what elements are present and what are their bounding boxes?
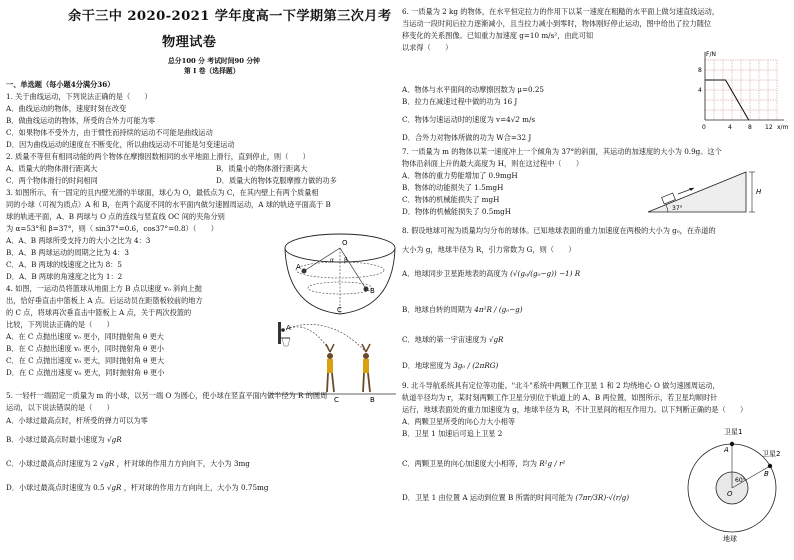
- q5-option-a: A．小球过最高点时，杆所受的弹力可以为零: [6, 416, 148, 425]
- q5-option-d-formula: √gR: [106, 483, 122, 492]
- q1-option-a: A．曲线运动的物体，速度时刻在改变: [6, 104, 127, 113]
- q6-option-c: [402, 116, 535, 123]
- label-alpha: α: [330, 257, 334, 264]
- q9-option-a: A．两颗卫星所受的向心力大小相等: [402, 417, 516, 426]
- q5-option-c: [6, 460, 250, 467]
- label-earth: 地球: [723, 535, 737, 543]
- graph-grid: [705, 60, 777, 120]
- graph-xtick-0: 0: [702, 124, 706, 131]
- q7-line-2: 物体沿斜面上升的最大高度为 H，则在这过程中（ ）: [402, 159, 584, 168]
- graph-xtick-4: 4: [728, 124, 732, 131]
- q8-option-d-text: D．地球密度为: [402, 361, 451, 370]
- q8-option-c-text: C．地球的第一宇宙速度为: [402, 335, 487, 344]
- label-point-a: A: [724, 446, 729, 454]
- q5-line-2: 运动，以下说法错误的是（ ）: [6, 403, 114, 412]
- q6-line-2: 当运动一段时间后拉力逐渐减小，且当拉力减小到零时，物体刚好停止运动，图中给出了拉力随位: [402, 19, 712, 28]
- q3-option-d: D．A、B 两球的角速度之比为 1：2: [6, 272, 123, 281]
- q3-line-1: 3. 如图所示，有一固定的且内壁光滑的半球面，球心为 O，最低点为 C，在其内壁上有两个质量相: [6, 188, 319, 197]
- q4-option-d: D．在 C 点抛出速度 v₀ 更大，同时抛射角 θ 更小: [6, 368, 165, 377]
- q4-option-c: C．在 C 点抛出速度 v₀ 更大，同时抛射角 θ 更大: [6, 356, 165, 365]
- q9-option-d: [402, 494, 629, 501]
- incline-figure: [642, 164, 772, 216]
- score-time-line: 总分100 分 考试时间90 分钟: [168, 57, 260, 65]
- q6-option-b: B．拉力在减速过程中做的功为 16 J: [402, 97, 518, 106]
- q7-option-b: B．物体的动能损失了 1.5mgH: [402, 183, 504, 192]
- q8-option-d-formula: 3g₀ / (2πRG): [453, 361, 499, 370]
- q8-line-2: 大小为 g，地球半径为 R，引力常数为 G，则（ ）: [402, 245, 576, 254]
- player-c: [326, 344, 334, 392]
- force-displacement-graph: [690, 48, 790, 134]
- q9-line-3: 运行，地球表面处的重力加速度为 g，地球半径为 R，不计卫星间的相互作用力。以下判断正确的是（ ）: [402, 405, 748, 414]
- fig4-label-a: A: [286, 324, 291, 332]
- q1-option-d: D．因为曲线运动的速度在不断变化，所以曲线运动不可能是匀变速运动: [6, 140, 235, 149]
- q5-option-c-formula: √gR: [99, 459, 115, 468]
- label-beta: β: [344, 257, 348, 264]
- q5-option-d-tail: ，杆对球的作用力方向向上，大小为 0.75mg: [123, 483, 269, 492]
- player-b: [362, 344, 370, 392]
- q3-line-3: 球的轨迹平面，A、B 两球与 O 点的连线与竖直线 OC 间的夹角分别: [6, 212, 225, 221]
- q2-option-b: B．质量小的物体滑行距离大: [216, 164, 308, 173]
- q9-option-c: [402, 460, 565, 467]
- q6-option-d: D．合外力对物体所做的功为 W合=32 J: [402, 133, 532, 142]
- q2-option-d: D．质量大的物体克服摩擦力做的功多: [216, 176, 337, 185]
- q7-line-1: 7. 一质量为 m 的物体以某一速度冲上一个倾角为 37°的斜面，其运动的加速度的大小为 0.9g。这个: [402, 147, 722, 156]
- label-c: C: [337, 306, 342, 314]
- q1-stem: 1. 关于曲线运动，下列说法正确的是（ ）: [6, 92, 152, 101]
- q7-option-a: A．物体的重力势能增加了 0.9mgH: [402, 171, 518, 180]
- q5-option-d-text: D．小球过最高点时速度为 0.5: [6, 483, 105, 492]
- q8-option-c-formula: √gR: [488, 335, 504, 344]
- q8-option-b-formula: 4π²R / (g₀−g): [474, 305, 523, 314]
- q6-option-c-unit: m/s: [519, 115, 536, 124]
- label-satellite-2: 卫星2: [762, 450, 781, 458]
- exam-title: 余干三中 2020-2021 学年度高一下学期第三次月考: [68, 9, 392, 24]
- q9-option-c-text: C．两颗卫星的向心加速度大小相等，均为: [402, 459, 537, 468]
- label-b: B: [370, 287, 375, 295]
- q5-option-d: [6, 484, 268, 491]
- label-center-o: O: [727, 490, 733, 498]
- q5-option-b-text: B．小球过最高点时最小速度为: [6, 435, 105, 444]
- graph-xlabel: x/m: [777, 124, 789, 131]
- hoop-net: [282, 338, 290, 346]
- graph-ytick-8: 8: [698, 67, 702, 74]
- q4-line-2: 出，恰好垂直击中篮板上 A 点。后运动员在距篮板较前的地方: [6, 296, 203, 305]
- q4-option-a: A．在 C 点抛出速度 v₀ 更小，同时抛射角 θ 更大: [6, 332, 164, 341]
- line-ob: [340, 248, 366, 289]
- q4-option-b: B．在 C 点抛出速度 v₀ 更小，同时抛射角 θ 更小: [6, 344, 164, 353]
- q7-option-d: D．物体的机械能损失了 0.5mgH: [402, 207, 512, 216]
- q8-option-b: [402, 306, 523, 313]
- q8-option-a-text: A．地球同步卫星距地表的高度为: [402, 269, 508, 278]
- q7-option-c: C．物体的机械能损失了 mgH: [402, 195, 500, 204]
- label-a: A: [296, 263, 301, 271]
- satellite-2-dot: [768, 464, 772, 468]
- graph-ylabel: F/N: [706, 51, 716, 58]
- satellite-1-dot: [730, 442, 734, 446]
- graph-xtick-8: 8: [748, 124, 752, 131]
- q5-option-b: [6, 436, 122, 443]
- q8-option-a-formula: (√(g₀/(g₀−g)) −1) R: [510, 269, 581, 278]
- q9-line-2: 轨道半径均为 r，某时刻两颗工作卫星分别位于轨道上的 A、B 两位置，如图所示，若卫星均顺时针: [402, 393, 718, 402]
- ball-b: [364, 287, 369, 292]
- q4-line-3: 的 C 点，将球再次垂直击中篮板上 A 点，关于两次投篮的: [6, 308, 192, 317]
- incline-label-h: H: [756, 188, 762, 196]
- q3-line-4: 为 α=53°和 β=37°，则（ sin37°=0.6，cos37°=0.8）（ ）: [6, 224, 218, 233]
- q3-option-c: C．A、B 两球的线速度之比为 8：5: [6, 260, 122, 269]
- q6-line-3: 移变化的关系图像。已知重力加速度 g=10 m/s²，由此可知: [402, 31, 594, 40]
- force-line: [705, 80, 749, 120]
- q4-line-4: 比较，下列说法正确的是（ ）: [6, 320, 114, 329]
- q4-line-1: 4. 如图，一运动员将篮球从地面上方 B 点以速度 v₀ 斜向上抛: [6, 284, 202, 293]
- satellite-orbit-figure: [682, 424, 786, 544]
- q9-option-d-text: D．卫星 1 由位置 A 运动到位置 B 所需的时间可能为: [402, 493, 574, 502]
- label-angle: 60°: [735, 477, 746, 484]
- fig4-label-b: B: [370, 396, 375, 404]
- q8-option-c: [402, 336, 503, 343]
- q5-option-b-formula: √gR: [107, 435, 122, 444]
- trajectory-b: [283, 324, 366, 352]
- q9-line-1: 9. 北斗导航系统具有定位等功能。"北斗"系统中两颗工作卫星 1 和 2 均绕地心 O 做匀速圆周运动，: [402, 381, 720, 390]
- q3-line-2: 同的小球（可视为质点）A 和 B，在两个高度不同的水平面内做匀速圆周运动，A 球的轨迹平面高于 B: [6, 200, 331, 209]
- part-heading: 一、单选题（每小题4分满分36）: [6, 80, 115, 89]
- q8-line-1: 8. 假设地球可视为质量均匀分布的球体。已知地球表面的重力加速度在两极的大小为 g₀，在赤道的: [402, 226, 716, 235]
- q2-option-a: A．质量大的物体滑行距离大: [6, 164, 98, 173]
- incline-label-angle: 37°: [672, 205, 683, 212]
- q6-option-c-formula: √2: [510, 115, 520, 124]
- q8-option-b-text: B．地球自转的周期为: [402, 305, 472, 314]
- label-point-b: B: [764, 470, 769, 478]
- q6-option-a: A．物体与水平面间的动摩擦因数为 μ=0.25: [402, 85, 544, 94]
- q9-option-d-formula: (7πr/3R)·√(r/g): [575, 493, 630, 502]
- q5-option-c-tail: ，杆对球的作用力方向向下，大小为 3mg: [116, 459, 250, 468]
- q1-option-c: C．如果物体不受外力，由于惯性而持续的运动不可能是曲线运动: [6, 128, 213, 137]
- q8-option-a: [402, 270, 580, 277]
- hemisphere-figure: [282, 226, 398, 318]
- section-heading: 第 I 卷（选择题）: [184, 67, 240, 75]
- q3-option-a: A．A、B 两球所受支持力的大小之比为 4：3: [6, 236, 151, 245]
- ball-a: [302, 269, 307, 274]
- q3-option-b: B．A、B 两球运动的周期之比为 4：3: [6, 248, 129, 257]
- q2-stem: 2. 质量不等但有相同动能的两个物体在摩擦因数相同的水平地面上滑行，直到停止，则（ ）: [6, 152, 310, 161]
- incline-plane: [648, 172, 746, 212]
- q2-option-c: C．两个物体滑行的时间相同: [6, 176, 98, 185]
- q9-option-b: B．卫星 1 加速后可追上卫星 2: [402, 429, 503, 438]
- q9-option-c-formula: R²g / r²: [539, 459, 566, 468]
- exam-subject-title: 物理试卷: [162, 35, 217, 50]
- graph-ytick-4: 4: [698, 87, 702, 94]
- graph-xtick-12: 12: [765, 124, 773, 131]
- backboard: [278, 322, 281, 344]
- label-satellite-1: 卫星1: [724, 428, 743, 436]
- q1-option-b: B．做曲线运动的物体，所受的合外力可能为零: [6, 116, 156, 125]
- q6-line-1: 6. 一质量为 2 kg 的物体，在水平恒定拉力的作用下以某一速度在粗糙的水平面上做匀速直线运动，: [402, 7, 720, 16]
- q6-option-c-text: C．物体匀速运动时的速度为 v=4: [402, 115, 511, 124]
- q5-option-c-text: C．小球过最高点时速度为 2: [6, 459, 98, 468]
- fig4-label-c: C: [334, 396, 339, 404]
- label-o: O: [342, 239, 348, 247]
- q6-line-4: 以求得（ ）: [402, 43, 453, 52]
- q8-option-d: [402, 362, 498, 369]
- q5-line-1: 5. 一轻杆一端固定一质量为 m 的小球，以另一端 O 为圆心，使小球在竖直平面内做半径为 R 的圆周: [6, 391, 328, 400]
